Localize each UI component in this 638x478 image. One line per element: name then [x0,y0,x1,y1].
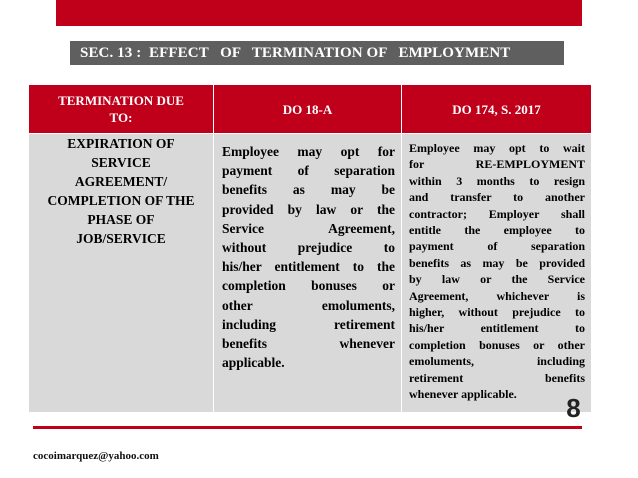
cell-line: within 3 months to resign [409,173,585,188]
cell-line: including retirement [222,316,395,332]
cell-line: benefits whenever [222,336,395,352]
cell-line: his/her entitlement to [409,321,585,336]
cell-do-174-provision [402,134,592,413]
page-number: 8 [566,393,580,423]
cell-line: payment of separation [409,239,585,254]
cell-do-18a-provision [214,134,402,413]
cell-line: Agreement, whichever is [409,288,585,303]
header-termination-due-to [29,85,214,134]
cell-line: and transfer to another [409,190,585,205]
cell-line: by law or the Service [409,272,585,287]
table-header-row [29,85,592,134]
cell-line: SERVICE [91,155,151,170]
top-accent-bar [56,0,582,26]
cell-line: contractor; Employer shall [409,206,585,221]
cell-line: without prejudice to [222,240,395,256]
cell-line: completion bonuses or other [409,337,585,352]
footer-email: cocoimarquez@yahoo.com [33,450,159,462]
cell-line: Employee may opt to wait [409,141,585,155]
cell-line: whenever applicable. [409,387,517,402]
cell-line: applicable. [222,355,285,371]
cell-line: for RE-EMPLOYMENT [409,157,585,172]
section-title-banner: SEC. 13 : EFFECT OF TERMINATION OF EMPLOYMENT [70,41,564,65]
cell-line: provided by law or the [222,201,395,217]
header-line: TERMINATION DUE [58,93,184,108]
cell-line: retirement benefits [409,370,585,385]
cell-line: higher, without prejudice to [409,305,585,320]
cell-line: entitle the employee to [409,223,585,238]
bottom-divider [33,426,582,429]
cell-line: other emoluments, [222,297,395,313]
header-do-18a: DO 18-A [214,85,402,134]
cell-line: EXPIRATION OF [67,136,175,151]
cell-line: benefits as may be [222,182,395,198]
cell-line: JOB/SERVICE [76,231,166,246]
cell-line: completion bonuses or [222,278,395,294]
header-line: TO: [109,110,133,125]
cell-line: COMPLETION OF THE [47,193,195,208]
table-row [29,134,592,413]
cell-line: AGREEMENT/ [74,174,168,189]
termination-comparison-table [28,84,592,413]
cell-termination-cause [29,134,214,413]
cell-line: Service Agreement, [222,220,395,236]
cell-line: PHASE OF [87,212,155,227]
cell-line: benefits as may be provided [409,255,585,270]
header-do-174: DO 174, S. 2017 [402,85,592,134]
cell-line: Employee may opt for [222,144,395,159]
cell-line: emoluments, including [409,354,585,369]
cell-line: payment of separation [222,163,395,179]
cell-line: his/her entitlement to the [222,259,395,275]
